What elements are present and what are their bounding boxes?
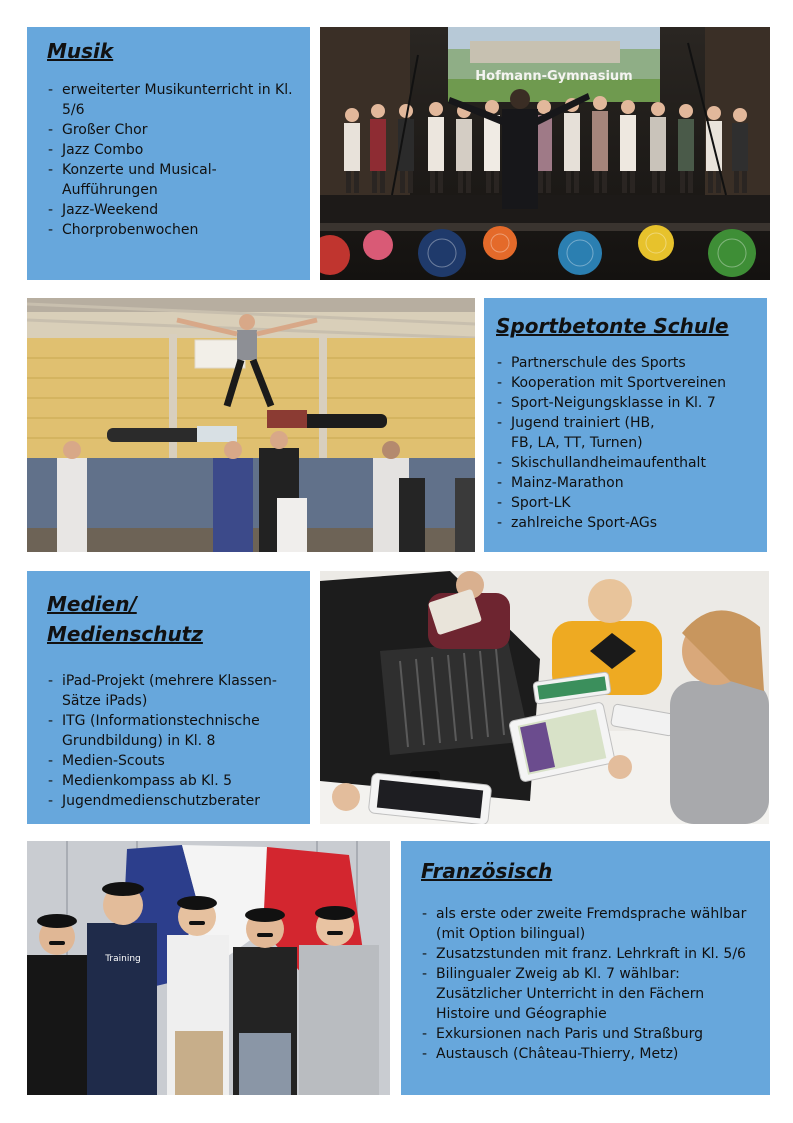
- list-item: - Jazz Combo: [47, 140, 300, 160]
- franzoesisch-box: [401, 841, 770, 1095]
- list-item: - Mainz-Marathon: [496, 473, 757, 493]
- list-item: - Partnerschule des Sports: [496, 353, 757, 373]
- musik-title: Musik: [47, 39, 114, 63]
- musik-list: [47, 80, 300, 240]
- sport-title: Sportbetonte Schule: [496, 314, 729, 338]
- list-item: - iPad-Projekt (mehrere Klassen-Sätze iPads): [47, 671, 300, 711]
- medien-box: [27, 571, 310, 824]
- list-item: - Austausch (Château-Thierry, Metz): [421, 1044, 760, 1064]
- list-item: - Großer Chor: [47, 120, 300, 140]
- list-item: - Chorprobenwochen: [47, 220, 300, 240]
- list-item: - Jugendmedienschutzberater: [47, 791, 300, 811]
- list-item: - Medien-Scouts: [47, 751, 300, 771]
- list-item: - Kooperation mit Sportvereinen: [496, 373, 757, 393]
- musik-box: [27, 27, 310, 280]
- list-item: - Exkursionen nach Paris und Straßburg: [421, 1024, 760, 1044]
- list-item: - Zusatzstunden mit franz. Lehrkraft in Kl. 5/6: [421, 944, 760, 964]
- sport-list: [496, 353, 757, 533]
- list-item: - erweiterter Musikunterricht in Kl. 5/6: [47, 80, 300, 120]
- list-item: - Medienkompass ab Kl. 5: [47, 771, 300, 791]
- screen-caption: Hofmann-Gymnasium: [475, 69, 633, 84]
- list-item: - Jugend trainiert (HB, FB, LA, TT, Turnen): [496, 413, 671, 453]
- sport-box: [484, 298, 767, 552]
- shirt-print: Training: [105, 954, 141, 964]
- list-item: - zahlreiche Sport-AGs: [496, 513, 757, 533]
- list-item: - Konzerte und Musical-Aufführungen: [47, 160, 300, 200]
- choir-stage-photo: [320, 27, 770, 280]
- list-item: - Sport-LK: [496, 493, 757, 513]
- list-item: - ITG (Informationstechnische Grundbildung) in Kl. 8: [47, 711, 300, 751]
- list-item: - Skischullandheimaufenthalt: [496, 453, 757, 473]
- franzoesisch-title: Französisch: [421, 859, 553, 883]
- list-item: - Sport-Neigungsklasse in Kl. 7: [496, 393, 757, 413]
- list-item: - Jazz-Weekend: [47, 200, 300, 220]
- medien-list: [47, 671, 300, 811]
- list-item: - Bilingualer Zweig ab Kl. 7 wählbar: Zusätzlicher Unterricht in den Fächern Histoire und Géographie: [421, 964, 726, 1024]
- ipad-class-photo: [320, 571, 769, 824]
- medien-title: Medien/ Medienschutz: [47, 592, 203, 646]
- french-students-photo: [27, 841, 390, 1095]
- list-item: - als erste oder zweite Fremdsprache wählbar (mit Option bilingual): [421, 904, 766, 944]
- franzoesisch-list: [421, 904, 760, 1064]
- acrobatics-photo: [27, 298, 475, 552]
